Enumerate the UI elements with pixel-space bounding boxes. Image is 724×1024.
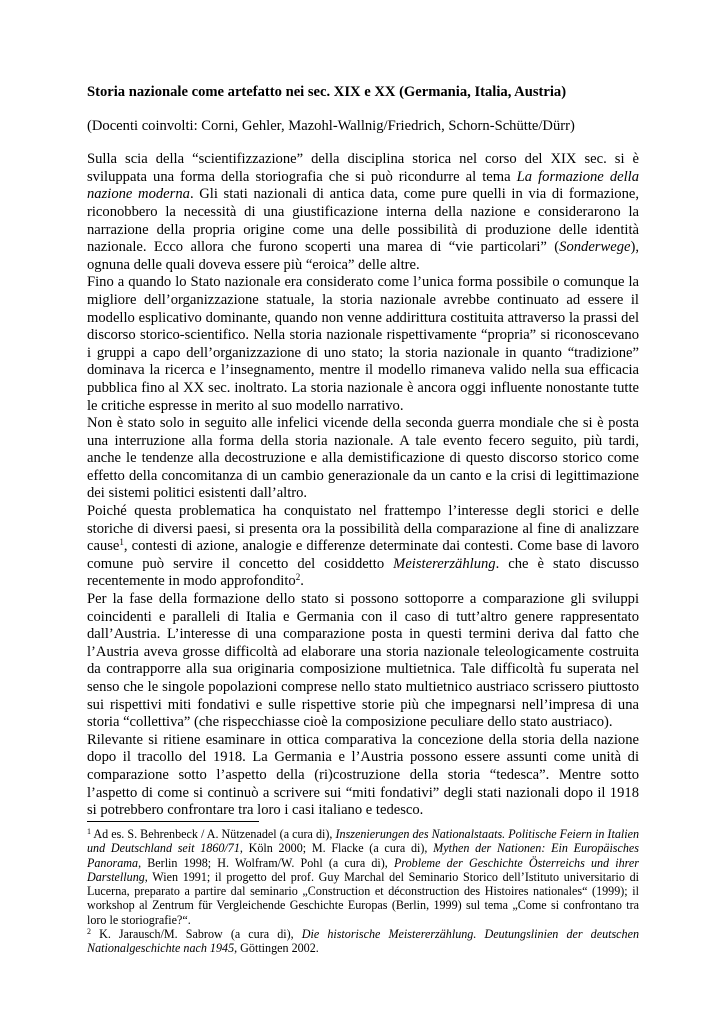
- footnote-ref-1[interactable]: 1: [119, 537, 124, 548]
- paragraph-3: Non è stato solo in seguito alle infelici vicende della seconda guerra mondiale che si è posta una interruzione alla forma della storia nazionale. A tale evento fecero seguito, più tardi, anche le tendenze alla decostruzione e alla demistificazione di questo discorso storico come effetto della concomitanza di un cambio generazionale da un canto e la crisi di legittimazione dei sistemi politici esistenti dall’altro.: [87, 415, 639, 502]
- paragraph-4: Poiché questa problematica ha conquistato nel frattempo l’interesse degli storici e delle storiche di diversi paesi, si presenta ora la possibilità della comparazione al fine di analizzare cause$^1$, contesti di azione, analogie e differenze determinate dai contesti. Come base di lavoro comune può servire il concetto del cosiddetto Meistererzählung. che è stato discusso recentemente in modo approfondito$^2$.: [87, 503, 640, 590]
- teachers-line: (Docenti coinvolti: Corni, Gehler, Mazohl-Wallnig/Friedrich, Schorn-Schütte/Dürr): [87, 117, 575, 134]
- paragraph-6: Rilevante si ritiene esaminare in ottica comparativa la concezione della storia della nazione dopo il tracollo del 1918. La Germania e l’Austria possono essere assunti come unità di comparazione sotto l’aspetto della (ri)costruzione della storia “tedesca”. Mentre sotto l’aspetto di come si continuò a scrivere sui “miti fondativi” degli stati nazionali dopo il 1918 si potrebbero confrontare tra loro i casi italiano e tedesco.: [87, 731, 639, 819]
- italic-term: Meistererzählung: [393, 555, 496, 572]
- paragraph-1: Sulla scia della “scientifizzazione” della disciplina storica nel corso del XIX sec. si è sviluppata una forma della storiografia che si può ricondurre al tema La formazione della nazione moderna. Gli stati nazionali di antica data, come pure quelli in via di formazione, riconobbero la necessità di una giustificazione interna della nazione e considerarono la narrazione della propria origine come una delle possibilità di produzione delle identità nazionale. Ecco allora che furono scoperti una marea di “vie particolari” (Sonderwege), ognuna delle quali doveva essere più “eroica” delle altre.: [87, 151, 640, 273]
- document-title: Storia nazionale come artefatto nei sec. XIX e XX (Germania, Italia, Austria): [87, 84, 567, 100]
- footnote-ref-2[interactable]: 2: [295, 572, 301, 583]
- paragraph-5: Per la fase della formazione dello stato si possono sottoporre a comparazione gli sviluppi coincidenti e paralleli di Italia e Germania con il caso di tutt’altro genere rappresentato dall’Austria. L’interesse di una comparazione posta in questi termini deriva dal fatto che l’Austria aveva grosse difficoltà ad elaborare una storia nazionale teleologicamente costruita da contrapporre alla sua originaria composizione multietnica. Tale difficoltà fu superata nel senso che le singole popolazioni comprese nello stato multietnico austriaco scrissero piuttosto sui rispettivi miti fondativi e sulle rispettive storie più che impegnarsi nell’impresa di una storia “collettiva” (che rispecchiasse cioè la composizione peculiare dello stato austriaco).: [87, 591, 639, 731]
- footnote-divider: [87, 821, 259, 822]
- footnote-2: $^2$ K. Jarausch/M. Sabrow (a cura di), Die historische Meistererzählung. Deutungslinien der deutschen Nationalgeschichte nach 1945, Göttingen 2002.: [87, 927, 640, 956]
- footnote-1: $^1$ Ad es. S. Behrenbeck / A. Nützenadel (a cura di), Inszenierungen des Nationalstaats. Politische Feiern in Italien und Deutschland seit 1860/71, Köln 2000; M. Flacke (a cura di), Mythen der Nationen: Ein Europäisches Panorama, Berlin 1998; H. Wolfram/W. Pohl (a cura di), Probleme der Geschichte Österreichs und ihrer Darstellung, Wien 1991; il progetto del prof. Guy Marchal del Seminario Storico dell’Istituto universitario di Lucerna, preparato a partire dal seminario „Construction et déconstruction des Histoires nationales“ (1999); il workshop al Zentrum für Vergleichende Geschichte Europas (Berlin, 1999) sul tema „Come si confrontano tra loro le storiografie?“.: [87, 827, 640, 927]
- paragraph-2: Fino a quando lo Stato nazionale era considerato come l’unica forma possibile o comunque la migliore dell’organizzazione statuale, la storia nazionale avrebbe continuato ad essere il modello esplicativo dominante, quando non venne addirittura costituita attraverso la prassi del discorso storico-scientifico. Nella storia nazionale rispettivamente “propria” si riconoscevano i gruppi a capo dell’organizzazione di uno stato; la storia nazionale in quanto “tradizione” dominava la ricerca e l’insegnamento, mentre il modello rimaneva valido nella sua efficacia pubblica fino al XX sec. inoltrato. La storia nazionale è ancora oggi influente nonostante tutte le critiche espresse in merito al suo modello narrativo.: [87, 274, 639, 414]
- document-body: [87, 84, 639, 820]
- italic-term: La formazione della nazione moderna: [87, 168, 640, 203]
- footnotes: [87, 821, 639, 956]
- footnote-number: 1: [87, 827, 91, 836]
- italic-term: Sonderwege: [559, 239, 631, 256]
- footnote-number: 2: [87, 927, 91, 937]
